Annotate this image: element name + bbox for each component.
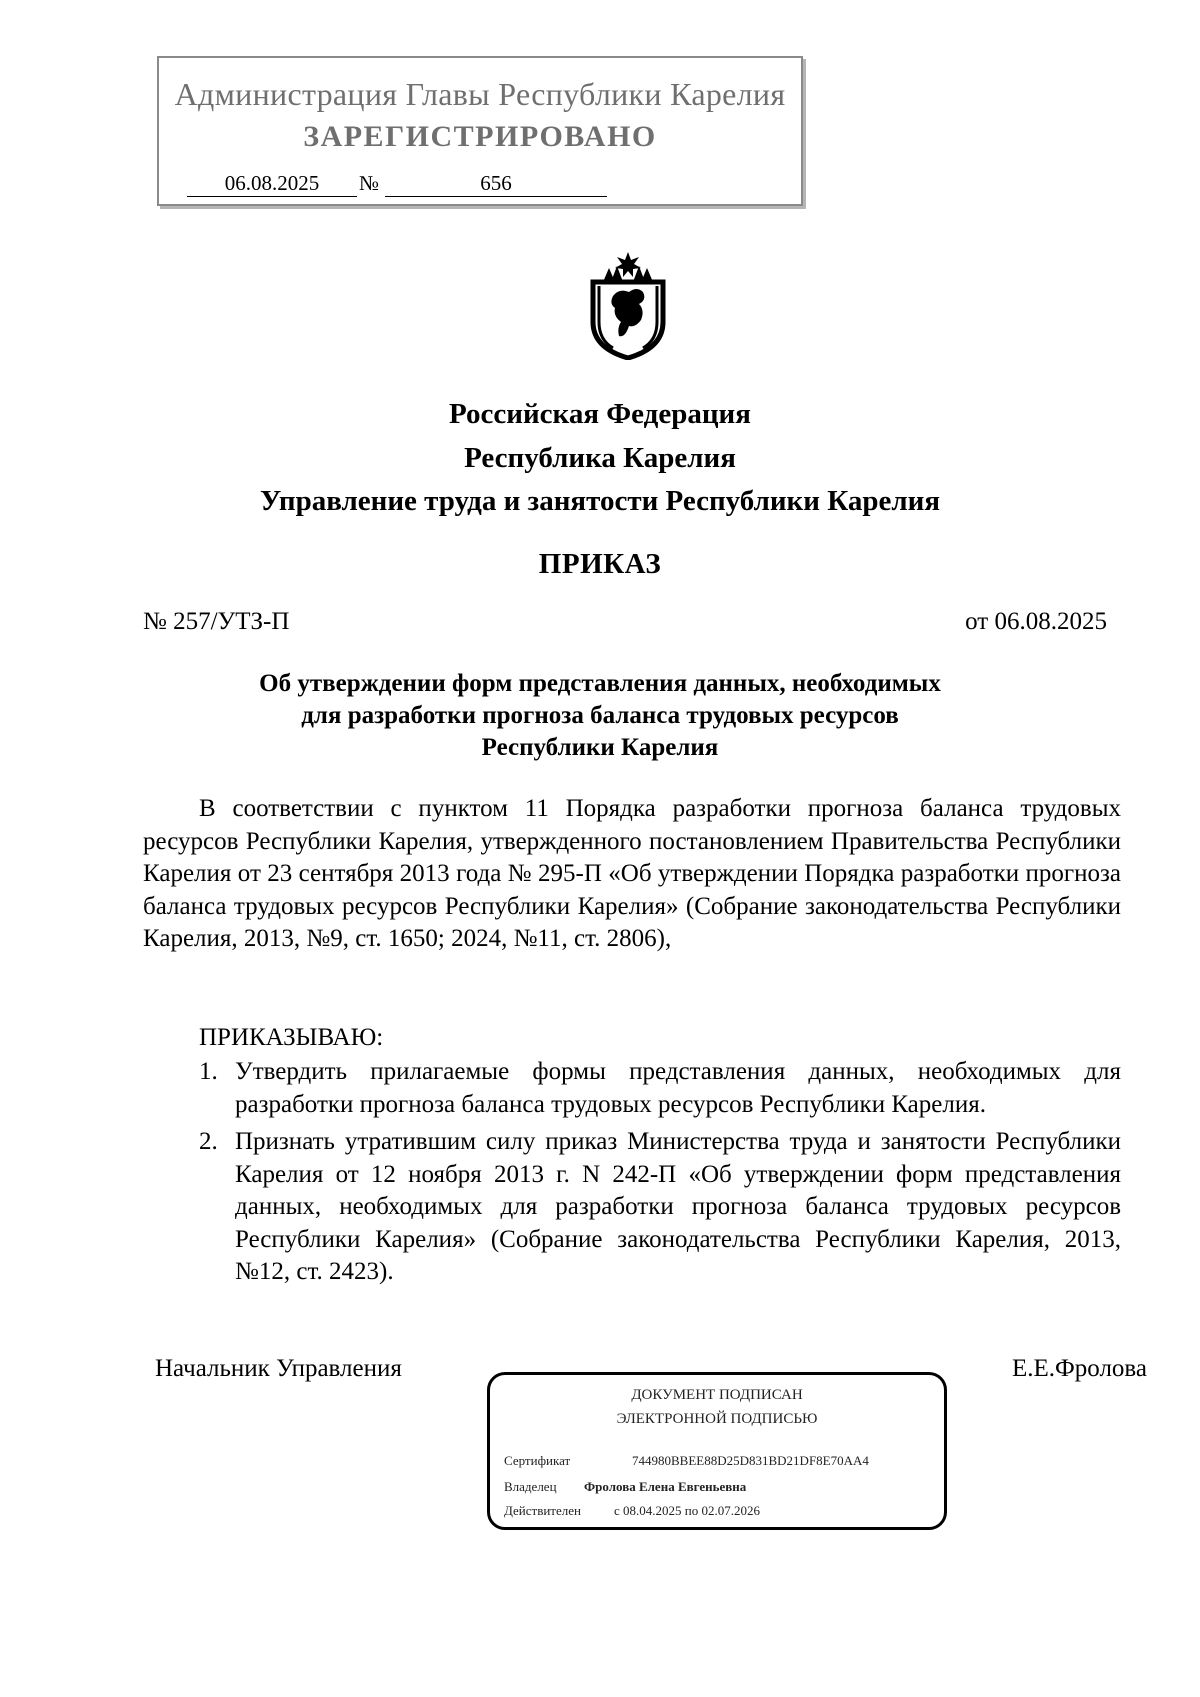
esignature-owner-label: Владелец bbox=[504, 1479, 557, 1494]
subject-line: Республики Карелия bbox=[481, 734, 719, 761]
esignature-title: ДОКУМЕНТ ПОДПИСАН bbox=[631, 1387, 803, 1403]
registration-stamp-status: ЗАРЕГИСТРИРОВАНО bbox=[303, 120, 657, 153]
header-country: Российская Федерация bbox=[449, 398, 751, 430]
header-region: Республика Карелия bbox=[464, 442, 736, 474]
order-directive: ПРИКАЗЫВАЮ: bbox=[199, 1024, 384, 1051]
esignature-certificate bbox=[504, 1453, 869, 1469]
order-number: № 257/УТЗ-П bbox=[143, 608, 290, 635]
esignature-validity bbox=[504, 1503, 760, 1519]
preamble-paragraph: В соответствии с пунктом 11 Порядка разработки прогноза баланса трудовых ресурсов Республики Карелия, утвержденного постановлением Правительства Республики Карелия от 23 сентября 2013 года № 295-П «Об утверждении Порядка разработки прогноза баланса трудовых ресурсов Республики Карелия» (Собрание законодательства Республики Карелия, 2013, №9, ст. 1650; 2024, №11, ст. 2806), bbox=[143, 795, 1121, 952]
esignature-validity-label: Действителен bbox=[504, 1503, 581, 1518]
document-title: ПРИКАЗ bbox=[538, 548, 662, 580]
esignature-certificate-value: 744980BBEE88D25D831BD21DF8E70AA4 bbox=[632, 1453, 869, 1468]
electronic-signature-stamp bbox=[487, 1372, 947, 1530]
esignature-subtitle: ЭЛЕКТРОННОЙ ПОДПИСЬЮ bbox=[616, 1411, 818, 1427]
header-agency: Управление труда и занятости Республики Карелия bbox=[259, 485, 941, 517]
esignature-certificate-label: Сертификат bbox=[504, 1453, 571, 1468]
esignature-owner-value: Фролова Елена Евгеньевна bbox=[584, 1479, 747, 1494]
registration-stamp bbox=[157, 56, 803, 206]
esignature-validity-value: с 08.04.2025 по 02.07.2026 bbox=[614, 1503, 760, 1518]
order-item bbox=[199, 1126, 1121, 1289]
coat-of-arms-icon bbox=[583, 252, 673, 360]
order-item bbox=[199, 1056, 1121, 1121]
document-subject bbox=[150, 668, 1050, 764]
order-item-text: Признать утратившим силу приказ Министерства труда и занятости Республики Карелия от 12 ноября 2013 г. N 242-П «Об утверждении форм представления данных, необходимых для разработки прогноза баланса трудовых ресурсов Республики Карелия» (Собрание законодательства Республики Карелия, 2013, №12, ст. 2423). bbox=[235, 1128, 1121, 1285]
order-item-text: Утвердить прилагаемые формы представления данных, необходимых для разработки прогноза баланса трудовых ресурсов Республики Карелия. bbox=[235, 1058, 1121, 1118]
order-date: от 06.08.2025 bbox=[965, 608, 1107, 635]
subject-line: для разработки прогноза баланса трудовых ресурсов bbox=[301, 702, 899, 729]
registration-number-sign: № bbox=[359, 171, 380, 195]
registration-date: 06.08.2025 bbox=[187, 170, 357, 197]
registration-number: 656 bbox=[385, 170, 607, 197]
registration-stamp-authority: Администрация Главы Республики Карелия bbox=[174, 76, 786, 112]
esignature-owner bbox=[504, 1479, 746, 1495]
order-item-number: 1. bbox=[199, 1058, 218, 1085]
subject-line: Об утверждении форм представления данных, необходимых bbox=[259, 670, 941, 697]
order-item-number: 2. bbox=[199, 1128, 218, 1155]
signatory-role: Начальник Управления bbox=[155, 1355, 402, 1382]
signatory-name: Е.Е.Фролова bbox=[1011, 1355, 1147, 1382]
